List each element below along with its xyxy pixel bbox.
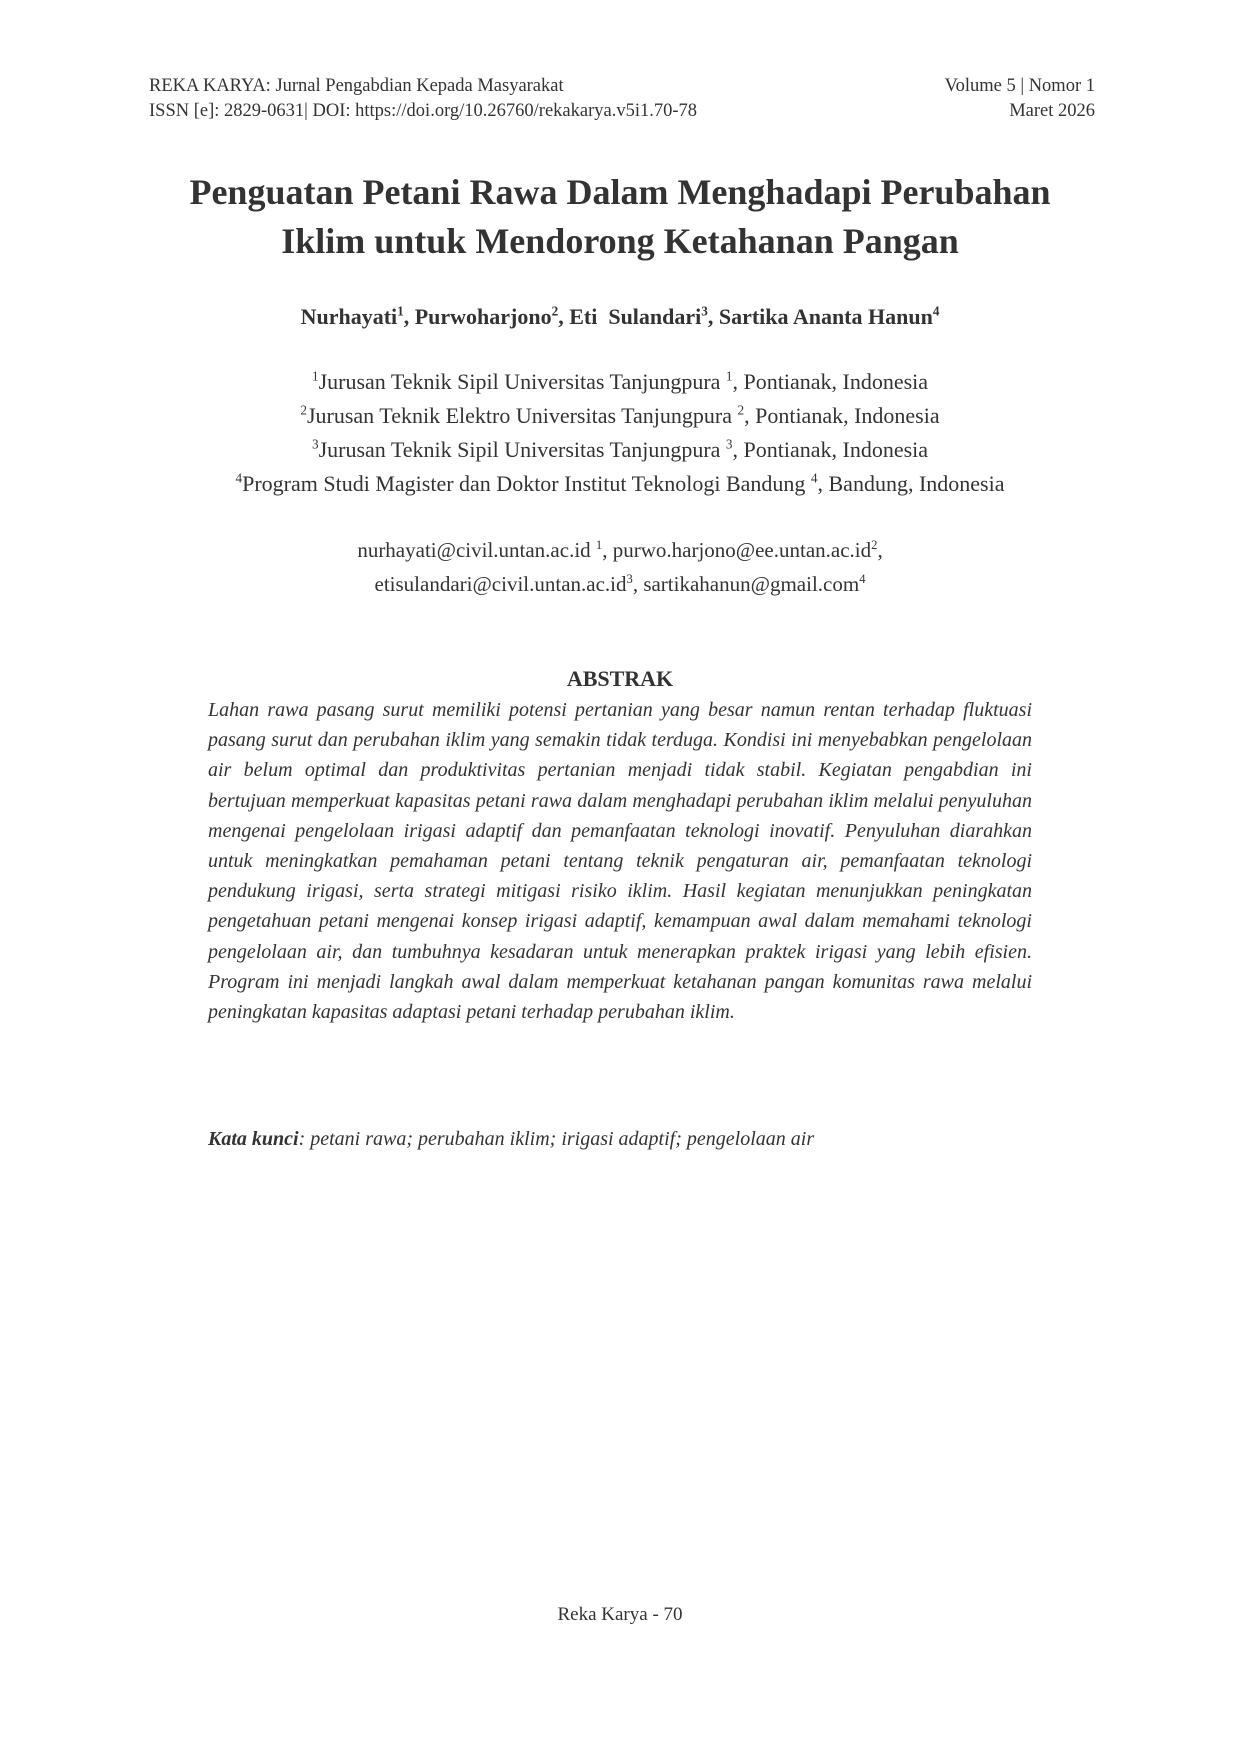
affiliation-4: $^4$Program Studi Magister dan Doktor Institut Teknologi Bandung $^4$, Bandung, Indonesia [235, 470, 1005, 496]
issn-doi[interactable]: ISSN [e]: 2829-0631| DOI: https://doi.org/10.26760/rekakarya.v5i1.70-78 [149, 101, 698, 121]
author-4: Sartika Ananta Hanun$^4$ [718, 303, 940, 329]
email-list [100, 533, 1140, 601]
author-1: Nurhayati$^1$, [300, 303, 415, 329]
title-line-2: Iklim untuk Mendorong Ketahanan Pangan [281, 221, 959, 261]
running-header [149, 74, 1095, 124]
email-line-2: $etisulandari@civil.untan.ac.id^3$, sartikahanun@gmail.com$^4$ [374, 572, 866, 596]
abstract-heading: ABSTRAK [566, 666, 674, 691]
affiliation-2: $^2$Jurusan Teknik Elektro Universitas Tanjungpura $^2$, Pontianak, Indonesia [300, 402, 940, 428]
paper-title [100, 168, 1140, 266]
title-line-1: Penguatan Petani Rawa Dalam Menghadapi Perubahan [189, 172, 1051, 212]
affiliation-1: $^1$Jurusan Teknik Sipil Universitas Tanjungpura $^1$, Pontianak, Indonesia [311, 368, 929, 394]
author-2: Purwoharjono$^2$, [414, 303, 570, 329]
email-2[interactable]: purwo.harjono@ee.untan.ac.id [612, 538, 872, 562]
email-3[interactable]: etisulandari@civil.untan.ac.id [374, 572, 627, 596]
affiliation-3: $^3$Jurusan Teknik Sipil Universitas Tanjungpura $^3$, Pontianak, Indonesia [311, 436, 929, 462]
email-line-1: nurhayati@civil.untan.ac.id $^1$, $purwo.harjono@ee.untan.ac.id^2$, [357, 538, 883, 562]
author-list [100, 302, 1140, 332]
email-4[interactable]: sartikahanun@gmail.com [643, 572, 860, 596]
journal-name: REKA KARYA: Jurnal Pengabdian Kepada Masyarakat [149, 76, 564, 96]
volume-number: Volume 5 | Nomor 1 [944, 76, 1095, 96]
author-3: Eti Sulandari$^3$, [569, 303, 719, 329]
affiliation-list [60, 365, 1180, 501]
email-1[interactable]: nurhayati@civil.untan.ac.id [357, 538, 596, 562]
keywords [208, 1124, 1032, 1154]
keywords-text: : petani rawa; perubahan iklim; irigasi adaptif; pengelolaan air [298, 1128, 815, 1150]
abstract-text: Lahan rawa pasang surut memiliki potensi pertanian yang besar namun rentan terhadap fluktuasi pasang surut dan perubahan iklim yang semakin tidak terduga. Kondisi ini menyebabkan pengelolaan air belum optimal dan produktivitas pertanian menjadi tidak stabil. Kegiatan pengabdian ini bertujuan memperkuat kapasitas petani rawa dalam menghadapi perubahan iklim melalui penyuluhan mengenai pengelolaan irigasi adaptif dan pemanfaatan teknologi inovatif. Penyuluhan diarahkan untuk meningkatkan pemahaman petani tentang teknik pengaturan air, pemanfaatan teknologi pendukung irigasi, serta strategi mitigasi risiko iklim. Hasil kegiatan menunjukkan peningkatan pengetahuan petani mengenai konsep irigasi adaptif, kemampuan awal dalam memahami teknologi pengelolaan air, dan tumbuhnya kesadaran untuk menerapkan praktek irigasi yang lebih efisien. Program ini menjadi langkah awal dalam memperkuat ketahanan pangan komunitas rawa melalui peningkatan kapasitas adaptasi petani terhadap perubahan iklim. [208, 699, 1032, 1024]
page-footer: Reka Karya - 70 [557, 1604, 683, 1625]
keywords-label: Kata kunci [208, 1128, 299, 1150]
publication-date: Maret 2026 [1009, 101, 1095, 121]
